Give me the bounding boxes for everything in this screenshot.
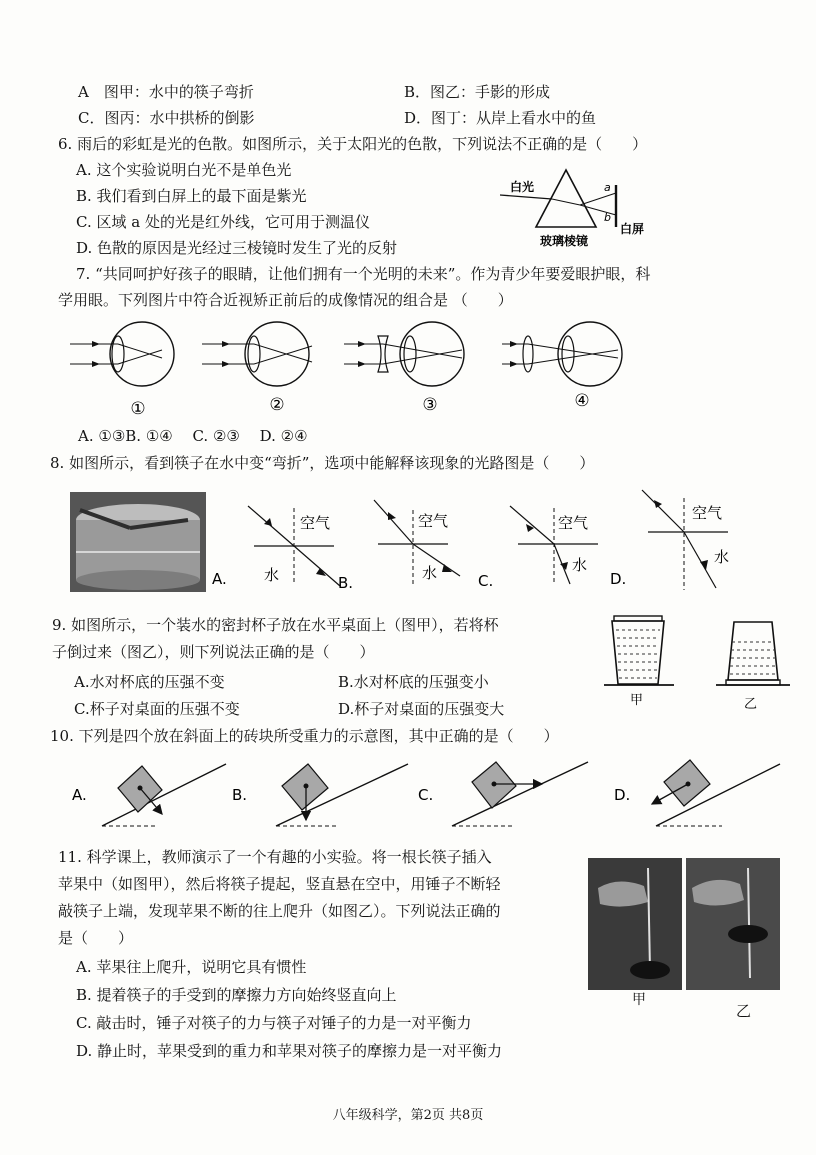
q7-stem-line2: 学用眼。下列图片中符合近视矫正前后的成像情况的组合是 （ ）: [58, 291, 513, 309]
eye-diagram-3: [344, 322, 464, 415]
q9-option-a: A.水对杯底的压强不变: [74, 673, 225, 691]
q9-stem-line2: 子倒过来（图乙），则下列说法正确的是（ ）: [52, 643, 375, 661]
q6-option-d: D. 色散的原因是光经过三棱镜时发生了光的反射: [76, 239, 398, 257]
q11-stem-line4: 是（ ）: [58, 929, 134, 947]
q5-option-c: C．图丙：水中拱桥的倒影: [78, 109, 255, 127]
cup-label-jia: 甲: [630, 693, 644, 708]
incline-letter-d: D.: [614, 786, 631, 804]
incline-d: [614, 760, 780, 826]
q11-option-c: C. 敲击时，锤子对筷子的力与筷子对锤子的力是一对平衡力: [76, 1014, 472, 1032]
option-letter-a: A.: [212, 570, 227, 588]
q9-option-c: C.杯子对桌面的压强不变: [74, 700, 240, 718]
q10-stem: 10. 下列是四个放在斜面上的砖块所受重力的示意图，其中正确的是（ ）: [50, 727, 559, 745]
eye-diagram-1: [70, 322, 174, 418]
incline-bricks-figure: [62, 756, 782, 836]
air-label-b: 空气: [418, 512, 449, 530]
air-label-d: 空气: [692, 504, 723, 522]
screen-label: 白屏: [620, 222, 645, 236]
water-label-b: 水: [422, 564, 438, 582]
eye-diagrams-figure: [62, 318, 632, 418]
option-letter-d: D.: [610, 570, 627, 588]
cup-upright: [604, 616, 674, 708]
cups-figure: [604, 612, 790, 714]
incline-c: [418, 762, 588, 826]
air-label-c: 空气: [558, 514, 589, 532]
q11-stem-line2: 苹果中（如图甲），然后将筷子提起，竖直悬在空中，用锤子不断轻: [58, 875, 501, 893]
water-label-c: 水: [572, 556, 588, 574]
light-path-d: [642, 490, 729, 590]
q6-option-c: C. 区域 a 处的光是红外线，它可用于测温仪: [76, 213, 370, 231]
eye-label-4: ④: [574, 391, 590, 411]
water-label-d: 水: [714, 548, 730, 566]
q9-option-b: B.水对杯底的压强变小: [338, 673, 489, 691]
q8-stem: 8. 如图所示，看到筷子在水中变“弯折”，选项中能解释该现象的光路图是（ ）: [50, 454, 595, 472]
water-label-a: 水: [264, 566, 280, 584]
incline-letter-b: B.: [232, 786, 248, 804]
eye-label-1: ①: [130, 399, 146, 418]
q11-option-b: B. 提着筷子的手受到的摩擦力方向始终竖直向上: [76, 986, 397, 1004]
photo-label-yi: 乙: [736, 1002, 752, 1018]
q9-stem-line1: 9. 如图所示，一个装水的密封杯子放在水平桌面上（图甲），若将杯: [52, 616, 499, 634]
incline-letter-a: A.: [72, 786, 87, 804]
q11-stem-line3: 敲筷子上端，发现苹果不断的往上爬升（如图乙）。下列说法正确的: [58, 902, 501, 920]
q6-stem: 6. 雨后的彩虹是光的色散。如图所示，关于太阳光的色散，下列说法不正确的是（ ）: [58, 135, 648, 153]
region-a-label: a: [604, 181, 611, 194]
cup-inverted: [716, 622, 790, 712]
option-letter-b: B.: [338, 574, 354, 592]
q5-option-b: B．图乙：手影的形成: [404, 83, 551, 101]
q5-option-a: A 图甲：水中的筷子弯折: [78, 83, 254, 101]
light-path-c: [510, 506, 598, 584]
light-path-options-figure: [208, 484, 768, 594]
chopsticks-in-water-photo: [70, 492, 206, 592]
white-light-label: 白光: [510, 180, 535, 194]
eye-label-2: ②: [269, 395, 285, 415]
incline-a: [72, 764, 226, 826]
light-path-a: [248, 506, 340, 586]
q6-option-b: B. 我们看到白屏上的最下面是紫光: [76, 187, 307, 205]
incline-letter-c: C.: [418, 786, 434, 804]
light-path-b: [374, 500, 460, 584]
photo-label-jia: 甲: [632, 992, 646, 1008]
q5-option-d: D．图丁：从岸上看水中的鱼: [404, 109, 597, 127]
q11-option-a: A. 苹果往上爬升，说明它具有惯性: [76, 958, 307, 976]
incline-b: [232, 764, 408, 826]
apple-chopstick-photos: [588, 858, 780, 1018]
eye-diagram-2: [202, 322, 312, 415]
q6-option-a: A. 这个实验说明白光不是单色光: [76, 161, 292, 179]
prism-label: 玻璃棱镜: [540, 234, 589, 248]
eye-diagram-4: [502, 322, 622, 411]
option-letter-c: C.: [478, 572, 494, 590]
region-b-label: b: [604, 211, 611, 224]
page-footer: 八年级科学，第2页 共8页: [332, 1108, 484, 1123]
q11-option-d: D. 静止时，苹果受到的重力和苹果对筷子的摩擦力是一对平衡力: [76, 1042, 503, 1060]
q7-stem-line1: 7. “共同呵护好孩子的眼睛，让他们拥有一个光明的未来”。作为青少年要爱眼护眼，科: [76, 265, 651, 283]
prism-dispersion-figure: [500, 165, 670, 255]
eye-label-3: ③: [422, 395, 438, 415]
q7-options: A. ①③B. ①④ C. ②③ D. ②④: [78, 427, 308, 445]
q11-stem-line1: 11. 科学课上，教师演示了一个有趣的小实验。将一根长筷子插入: [58, 848, 492, 866]
cup-label-yi: 乙: [744, 697, 758, 712]
q9-option-d: D.杯子对桌面的压强变大: [338, 700, 505, 718]
air-label-a: 空气: [300, 514, 331, 532]
